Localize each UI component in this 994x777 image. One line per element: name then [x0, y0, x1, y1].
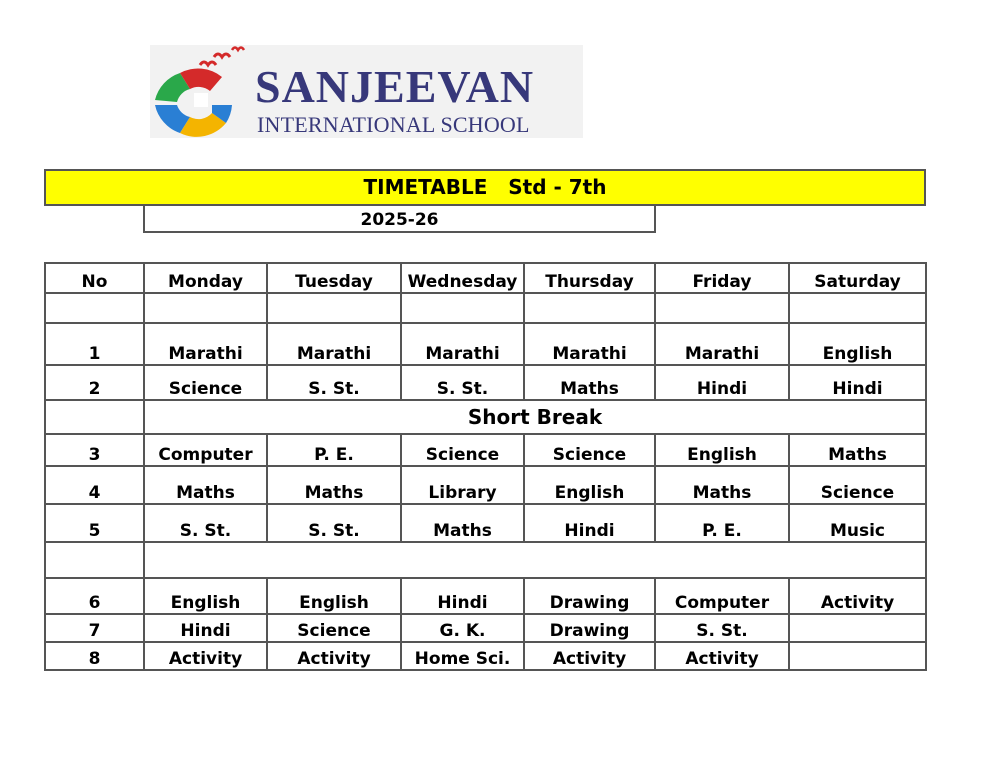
table-row: [45, 614, 926, 642]
table-cell: Maths: [267, 466, 401, 504]
table-cell: English: [655, 434, 789, 466]
school-emblem-icon: [150, 45, 255, 138]
table-cell: Marathi: [144, 323, 267, 365]
table-cell: G. K.: [401, 614, 524, 642]
table-row: [45, 504, 926, 542]
timetable-table: [44, 262, 927, 671]
table-cell: Drawing: [524, 614, 655, 642]
table-cell: Marathi: [401, 323, 524, 365]
header-cell: No: [45, 263, 144, 293]
table-cell: Home Sci.: [401, 642, 524, 670]
table-cell: Drawing: [524, 578, 655, 614]
table-cell: Maths: [401, 504, 524, 542]
period-number: 2: [45, 365, 144, 400]
table-cell: Science: [267, 614, 401, 642]
table-cell: Science: [789, 466, 926, 504]
period-number: 3: [45, 434, 144, 466]
table-cell: Science: [144, 365, 267, 400]
table-cell: S. St.: [267, 365, 401, 400]
table-cell: Hindi: [524, 504, 655, 542]
timetable-title-text: TIMETABLE Std - 7th: [363, 175, 607, 199]
table-cell: S. St.: [267, 504, 401, 542]
table-cell: Computer: [655, 578, 789, 614]
table-cell: Activity: [524, 642, 655, 670]
header-cell: Thursday: [524, 263, 655, 293]
table-cell: P. E.: [267, 434, 401, 466]
table-cell: Activity: [789, 578, 926, 614]
table-cell: Maths: [789, 434, 926, 466]
header-cell: Monday: [144, 263, 267, 293]
period-number: 8: [45, 642, 144, 670]
table-cell: Marathi: [524, 323, 655, 365]
table-cell: Science: [401, 434, 524, 466]
period-number: 6: [45, 578, 144, 614]
school-subtitle: INTERNATIONAL SCHOOL: [257, 112, 530, 137]
table-cell: English: [524, 466, 655, 504]
table-cell: Activity: [267, 642, 401, 670]
table-row: [45, 642, 926, 670]
period-number: 4: [45, 466, 144, 504]
table-row: [45, 323, 926, 365]
table-cell: Hindi: [789, 365, 926, 400]
table-cell: Computer: [144, 434, 267, 466]
header-cell: Wednesday: [401, 263, 524, 293]
school-name: SANJEEVAN: [255, 61, 535, 112]
table-cell: English: [789, 323, 926, 365]
table-cell: Marathi: [655, 323, 789, 365]
table-cell: Maths: [524, 365, 655, 400]
header-cell: Tuesday: [267, 263, 401, 293]
empty-row: [45, 542, 926, 578]
table-cell: English: [144, 578, 267, 614]
empty-row: [45, 293, 926, 323]
header-row: [45, 263, 926, 293]
table-cell: Activity: [144, 642, 267, 670]
table-cell: Music: [789, 504, 926, 542]
table-cell: Maths: [655, 466, 789, 504]
academic-year: 2025-26: [143, 205, 656, 233]
table-cell: Activity: [655, 642, 789, 670]
table-cell: Hindi: [655, 365, 789, 400]
table-cell: P. E.: [655, 504, 789, 542]
table-cell: English: [267, 578, 401, 614]
table-cell: S. St.: [655, 614, 789, 642]
timetable-title: [44, 169, 926, 206]
table-cell: Hindi: [401, 578, 524, 614]
table-cell: Hindi: [144, 614, 267, 642]
header-cell: Saturday: [789, 263, 926, 293]
table-cell: S. St.: [401, 365, 524, 400]
short-break-label: Short Break: [144, 400, 926, 434]
short-break-row: [45, 400, 926, 434]
table-cell: Science: [524, 434, 655, 466]
table-cell: [789, 642, 926, 670]
header-cell: Friday: [655, 263, 789, 293]
period-number: 7: [45, 614, 144, 642]
table-cell: Marathi: [267, 323, 401, 365]
table-cell: S. St.: [144, 504, 267, 542]
table-row: [45, 578, 926, 614]
period-number: 5: [45, 504, 144, 542]
table-row: [45, 466, 926, 504]
table-cell: Library: [401, 466, 524, 504]
table-row: [45, 434, 926, 466]
table-cell: [789, 614, 926, 642]
table-cell: Maths: [144, 466, 267, 504]
school-logo: [150, 45, 583, 138]
period-number: 1: [45, 323, 144, 365]
table-row: [45, 365, 926, 400]
